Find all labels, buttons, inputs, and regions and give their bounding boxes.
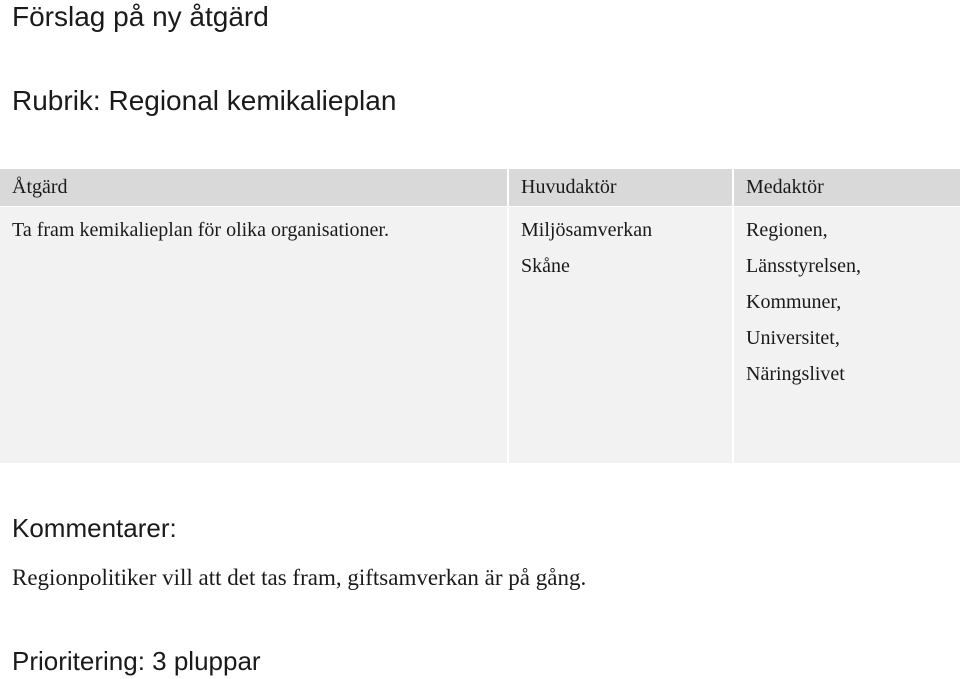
priority-text: Prioritering: 3 pluppar: [12, 646, 261, 676]
medaktor-line: Regionen,: [746, 219, 828, 241]
atgard-line: Ta fram kemikalieplan för olika organisationer.: [12, 219, 389, 241]
table-cell-huvudaktor: [509, 207, 732, 463]
huvudaktor-line: Miljösamverkan: [521, 219, 653, 241]
rubrik-heading: Rubrik: Regional kemikalieplan: [12, 85, 397, 116]
table-header-medaktor: Medaktör: [734, 169, 960, 206]
comments-text: Regionpolitiker vill att det tas fram, giftsamverkan är på gång.: [12, 565, 587, 590]
medaktor-line: Näringslivet: [746, 363, 845, 385]
action-table: [0, 169, 960, 463]
table-cell-atgard: [0, 207, 507, 463]
medaktor-line: Kommuner,: [746, 291, 842, 313]
table-cell-medaktor: [734, 207, 960, 463]
medaktor-line: Universitet,: [746, 327, 840, 349]
medaktor-line: Länsstyrelsen,: [746, 255, 861, 277]
table-header-huvudaktor: Huvudaktör: [509, 169, 732, 206]
huvudaktor-line: Skåne: [521, 255, 570, 277]
comments-label: Kommentarer:: [12, 513, 177, 543]
table-header-atgard: Åtgärd: [0, 169, 507, 206]
page-title: Förslag på ny åtgärd: [12, 1, 269, 32]
